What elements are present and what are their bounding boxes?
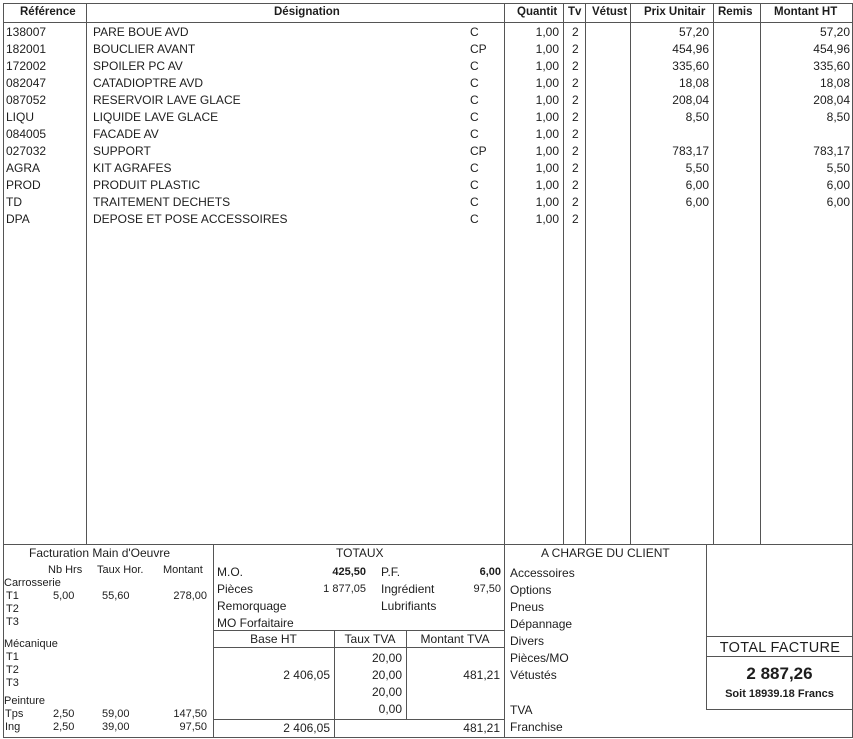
mo-label: M.O.	[217, 565, 243, 579]
cell-amount-ht: 335,60	[813, 59, 850, 73]
cell-code: CP	[470, 144, 487, 158]
header-unit-price: Prix Unitair	[644, 6, 706, 18]
cell-tv: 2	[572, 127, 579, 141]
tva-rate: 0,00	[378, 702, 402, 716]
cell-quantity: 1,00	[535, 127, 559, 141]
cell-code: C	[470, 161, 479, 175]
mo-forfaitaire-label: MO Forfaitaire	[217, 616, 294, 630]
table-left-border	[3, 3, 4, 738]
header-discount: Remis	[718, 6, 753, 18]
ingredient-value: 97,50	[473, 583, 501, 595]
col-divider	[713, 3, 714, 544]
peinture-ing-amount: 97,50	[179, 721, 207, 733]
pf-value: 6,00	[479, 566, 501, 578]
cell-reference: 182001	[6, 42, 47, 56]
cell-reference: LIQU	[6, 110, 35, 124]
cell-quantity: 1,00	[535, 93, 559, 107]
cell-tv: 2	[572, 59, 579, 73]
cell-code: C	[470, 93, 479, 107]
peinture-ing-label: Ing	[5, 721, 21, 733]
cell-designation: CATADIOPTRE AVD	[93, 76, 204, 90]
cell-code: CP	[470, 42, 487, 56]
cell-tv: 2	[572, 195, 579, 209]
carrosserie-t1-amount: 278,00	[173, 590, 207, 602]
cell-tv: 2	[572, 110, 579, 124]
carrosserie-t1-rate: 55,60	[102, 590, 130, 602]
cell-unit-price: 454,96	[672, 42, 709, 56]
cell-code: C	[470, 59, 479, 73]
mecanique-t2-label: T2	[6, 664, 19, 676]
base-ht-total: 2 406,05	[283, 721, 330, 735]
cell-quantity: 1,00	[535, 144, 559, 158]
cell-amount-ht: 18,08	[819, 76, 850, 90]
pf-label: P.F.	[381, 565, 401, 579]
carrosserie-t1-hours: 5,00	[53, 590, 75, 602]
peinture-label: Peinture	[4, 695, 45, 707]
cell-amount-ht: 208,04	[813, 93, 850, 107]
mecanique-label: Mécanique	[4, 638, 58, 650]
cell-quantity: 1,00	[535, 25, 559, 39]
cell-reference: PROD	[6, 178, 41, 192]
cell-reference: 172002	[6, 59, 47, 73]
client-charge-item: Pièces/MO	[510, 651, 569, 665]
header-designation: Désignation	[274, 6, 340, 18]
cell-designation: PARE BOUE AVD	[93, 25, 189, 39]
montant-tva-value: 481,21	[463, 668, 500, 682]
lubrifiants-label: Lubrifiants	[381, 599, 437, 613]
col-divider	[86, 3, 87, 544]
cell-amount-ht: 783,17	[813, 144, 850, 158]
mecanique-t1-label: T1	[6, 651, 19, 663]
labor-title: Facturation Main d'Oeuvre	[29, 546, 171, 560]
cell-designation: LIQUIDE LAVE GLACE	[93, 110, 219, 124]
total-invoice-francs: Soit 18939.18 Francs	[725, 688, 834, 700]
cell-reference: 082047	[6, 76, 47, 90]
labor-col-hours: Nb Hrs	[48, 564, 83, 576]
cell-unit-price: 783,17	[672, 144, 709, 158]
cell-amount-ht: 8,50	[826, 110, 850, 124]
cell-reference: 087052	[6, 93, 47, 107]
cell-quantity: 1,00	[535, 42, 559, 56]
montant-tva-header: Montant TVA	[420, 632, 490, 646]
pieces-value: 1 877,05	[323, 583, 366, 595]
base-ht-header: Base HT	[250, 632, 297, 646]
client-charge-item: Options	[510, 583, 552, 597]
ingredient-label: Ingrédient	[381, 582, 435, 596]
carrosserie-label: Carrosserie	[4, 577, 61, 589]
header-vetust: Vétust	[592, 6, 628, 18]
col-divider	[585, 3, 586, 544]
total-invoice-label: TOTAL FACTURE	[719, 640, 841, 656]
cell-quantity: 1,00	[535, 178, 559, 192]
cell-designation: KIT AGRAFES	[93, 161, 172, 175]
cell-designation: RESERVOIR LAVE GLACE	[93, 93, 241, 107]
peinture-tps-amount: 147,50	[173, 708, 207, 720]
tva-rate: 20,00	[371, 668, 402, 682]
cell-quantity: 1,00	[535, 59, 559, 73]
peinture-ing-hours: 2,50	[53, 721, 75, 733]
cell-amount-ht: 57,20	[819, 25, 850, 39]
client-charge-item: Dépannage	[510, 617, 573, 631]
labor-col-amount: Montant	[163, 564, 203, 576]
cell-designation: SUPPORT	[93, 144, 151, 158]
header-quantity: Quantit	[517, 6, 558, 18]
peinture-tps-hours: 2,50	[53, 708, 75, 720]
col-divider	[760, 3, 761, 544]
remorquage-label: Remorquage	[217, 599, 287, 613]
cell-tv: 2	[572, 25, 579, 39]
cell-tv: 2	[572, 42, 579, 56]
cell-tv: 2	[572, 76, 579, 90]
montant-tva-total: 481,21	[463, 721, 500, 735]
cell-designation: PRODUIT PLASTIC	[93, 178, 201, 192]
carrosserie-t3-label: T3	[6, 616, 19, 628]
cell-quantity: 1,00	[535, 195, 559, 209]
cell-tv: 2	[572, 93, 579, 107]
tva-rate: 20,00	[371, 651, 402, 665]
cell-unit-price: 8,50	[685, 110, 709, 124]
labor-col-rate: Taux Hor.	[97, 564, 144, 576]
cell-designation: SPOILER PC AV	[93, 59, 183, 73]
peinture-tps-label: Tps	[5, 708, 24, 720]
client-charge-item: Pneus	[510, 600, 545, 614]
table-top-border	[3, 3, 852, 4]
cell-reference: 027032	[6, 144, 47, 158]
total-invoice-divider	[706, 656, 852, 657]
peinture-tps-rate: 59,00	[102, 708, 130, 720]
col-divider	[563, 3, 564, 544]
cell-quantity: 1,00	[535, 76, 559, 90]
base-ht-value: 2 406,05	[283, 668, 330, 682]
cell-code: C	[470, 127, 479, 141]
client-charge-item: Vétustés	[510, 668, 557, 682]
header-reference: Référence	[20, 6, 76, 18]
cell-reference: 084005	[6, 127, 47, 141]
cell-amount-ht: 6,00	[826, 178, 850, 192]
cell-code: C	[470, 76, 479, 90]
mo-value: 425,50	[332, 566, 366, 578]
section-divider	[706, 544, 707, 638]
cell-tv: 2	[572, 212, 579, 226]
cell-code: C	[470, 110, 479, 124]
cell-code: C	[470, 212, 479, 226]
cell-designation: FACADE AV	[93, 127, 159, 141]
cell-unit-price: 5,50	[685, 161, 709, 175]
cell-unit-price: 57,20	[678, 25, 709, 39]
carrosserie-t1-label: T1	[6, 590, 19, 602]
cell-unit-price: 18,08	[678, 76, 709, 90]
cell-unit-price: 335,60	[672, 59, 709, 73]
client-charge-item: Divers	[510, 634, 545, 648]
cell-amount-ht: 5,50	[826, 161, 850, 175]
header-amount-ht: Montant HT	[774, 6, 838, 18]
tva-table-header-border	[213, 647, 504, 648]
cell-quantity: 1,00	[535, 110, 559, 124]
franchise-label: Franchise	[510, 720, 563, 734]
header-tv: Tv	[568, 6, 582, 18]
cell-unit-price: 6,00	[685, 178, 709, 192]
tva-table-total-border	[213, 719, 504, 720]
cell-reference: 138007	[6, 25, 47, 39]
cell-code: C	[470, 178, 479, 192]
client-charge-item: Accessoires	[510, 566, 575, 580]
cell-quantity: 1,00	[535, 212, 559, 226]
total-invoice-amount: 2 887,26	[746, 664, 813, 683]
table-header-border	[3, 22, 852, 23]
tva-rate: 20,00	[371, 685, 402, 699]
cell-reference: AGRA	[6, 161, 41, 175]
cell-designation: DEPOSE ET POSE ACCESSOIRES	[93, 212, 288, 226]
cell-tv: 2	[572, 144, 579, 158]
tva-col-divider	[334, 630, 335, 737]
bottom-section-border	[3, 544, 852, 545]
bottom-border	[3, 737, 852, 738]
cell-code: C	[470, 25, 479, 39]
pieces-label: Pièces	[217, 582, 254, 596]
cell-reference: TD	[6, 195, 22, 209]
tva-label: TVA	[510, 703, 533, 717]
cell-reference: DPA	[6, 212, 30, 226]
cell-amount-ht: 6,00	[826, 195, 850, 209]
cell-tv: 2	[572, 178, 579, 192]
peinture-ing-rate: 39,00	[102, 721, 130, 733]
cell-amount-ht: 454,96	[813, 42, 850, 56]
cell-designation: BOUCLIER AVANT	[93, 42, 196, 56]
col-divider	[630, 3, 631, 544]
cell-code: C	[470, 195, 479, 209]
cell-tv: 2	[572, 161, 579, 175]
totals-title: TOTAUX	[336, 546, 384, 560]
tva-table-top	[213, 630, 504, 631]
cell-designation: TRAITEMENT DECHETS	[93, 195, 231, 209]
carrosserie-t2-label: T2	[6, 603, 19, 615]
client-charge-title: A CHARGE DU CLIENT	[541, 546, 670, 560]
cell-unit-price: 6,00	[685, 195, 709, 209]
mecanique-t3-label: T3	[6, 677, 19, 689]
cell-quantity: 1,00	[535, 161, 559, 175]
taux-tva-header: Taux TVA	[344, 632, 396, 646]
cell-unit-price: 208,04	[672, 93, 709, 107]
